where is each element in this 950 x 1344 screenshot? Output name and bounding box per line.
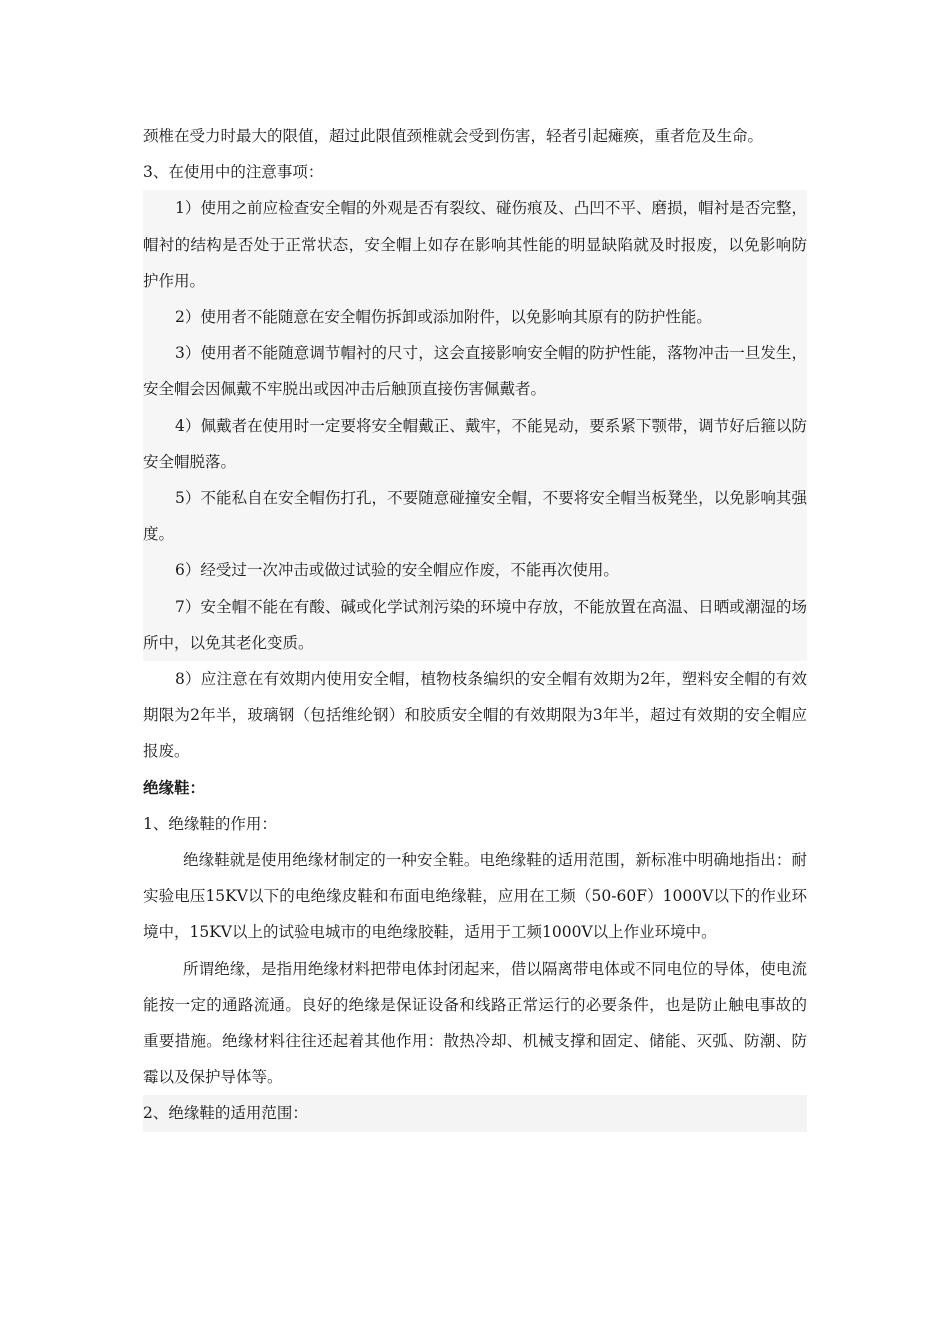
- heading-shoe-function: 1、绝缘鞋的作用：: [143, 814, 277, 833]
- section-title-insulated-shoes: 绝缘鞋：: [143, 777, 206, 797]
- heading-shoe-scope: 2、绝缘鞋的适用范围：: [143, 1095, 807, 1131]
- list-item-7: 7）安全帽不能在有酸、碱或化学试剂污染的环境中存放，不能放置在高温、日晒或潮湿的场所中，以免其老化变质。: [143, 589, 807, 661]
- list-item-8: 8）应注意在有效期内使用安全帽，植物枝条编织的安全帽有效期为2年，塑料安全帽的有效期限为2年半，玻璃钢（包括维纶钢）和胶质安全帽的有效期限为3年半，超过有效期的安全帽应报废。: [143, 670, 807, 761]
- list-item-4: 4）佩戴者在使用时一定要将安全帽戴正、戴牢，不能晃动，要系紧下颚带，调节好后箍以防安全帽脱落。: [143, 408, 807, 480]
- list-item-3: 3）使用者不能随意调节帽衬的尺寸，这会直接影响安全帽的防护性能，落物冲击一旦发生，安全帽会因佩戴不牢脱出或因冲击后触顶直接伤害佩戴者。: [143, 335, 807, 407]
- document-page: [143, 118, 807, 1132]
- list-item-6: 6）经受过一次冲击或做过试验的安全帽应作废，不能再次使用。: [143, 552, 807, 588]
- paragraph-neck-limit: 颈椎在受力时最大的限值，超过此限值颈椎就会受到伤害，轻者引起瘫痪，重者危及生命。: [143, 127, 764, 145]
- paragraph-shoe-definition: 绝缘鞋就是使用绝缘材制定的一种安全鞋。电绝缘鞋的适用范围，新标准中明确地指出：耐实验电压15KV以下的电绝缘皮鞋和布面电绝缘鞋，应用在工频（50-60F）1000V以下的作业环境中，15KV以上的试验电城市的电绝缘胶鞋，适用于工频1000V以上作业环境中。: [143, 851, 807, 942]
- list-item-5: 5）不能私自在安全帽伤打孔，不要随意碰撞安全帽，不要将安全帽当板凳坐，以免影响其强度。: [143, 480, 807, 552]
- paragraph-insulation-definition: 所谓绝缘，是指用绝缘材料把带电体封闭起来，借以隔离带电体或不同电位的导体，使电流能按一定的通路流通。良好的绝缘是保证设备和线路正常运行的必要条件，也是防止触电事故的重要措施。绝缘材料往往还起着其他作用：散热冷却、机械支撑和固定、储能、灭弧、防潮、防霉以及保护导体等。: [143, 959, 807, 1087]
- heading-usage-notes: 3、在使用中的注意事项：: [143, 163, 324, 182]
- list-item-2: 2）使用者不能随意在安全帽伤拆卸或添加附件，以免影响其原有的防护性能。: [143, 299, 807, 335]
- list-item-1: 1）使用之前应检查安全帽的外观是否有裂纹、碰伤痕及、凸凹不平、磨损，帽衬是否完整，帽衬的结构是否处于正常状态，安全帽上如存在影响其性能的明显缺陷就及时报废，以免影响防护作用。: [143, 190, 807, 299]
